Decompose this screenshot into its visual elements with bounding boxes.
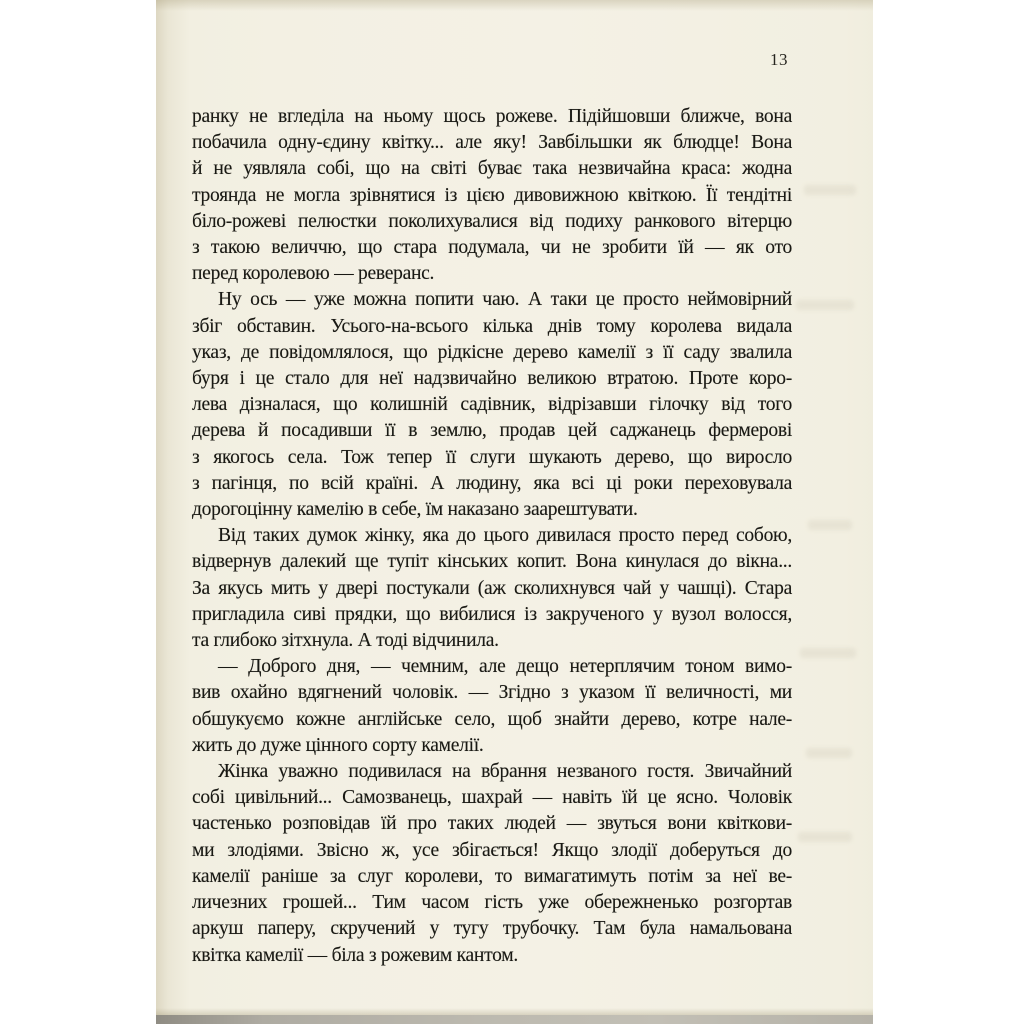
text-line: ми злодіями. Звісно ж, усе збігається! Якщо злодії доберуться до xyxy=(192,839,792,861)
text-line: Від таких думок жінку, яка до цього дивилася просто перед собою, xyxy=(218,525,792,547)
text-line: пригладила сиві прядки, що вибилися із закрученого у вузол волосся, xyxy=(192,603,792,625)
text-line: ранку не вгледіла на ньому щось рожеве. Підійшовши ближче, вона xyxy=(192,106,792,127)
text-line: й не уявляла собі, що на світі буває така незвичайна краса: жодна xyxy=(192,158,792,180)
text-line: дорогоцінну камелію в себе, їм наказано заарештувати. xyxy=(192,499,638,521)
page-top-edge-shadow xyxy=(156,0,873,11)
text-line: та глибоко зітхнула. А тоді відчинила. xyxy=(192,630,499,652)
text-line: буря і це стало для неї надзвичайно великою втратою. Проте коро- xyxy=(192,368,792,390)
text-line: лева дізналася, що колишній садівник, відрізавши гілочку від того xyxy=(192,394,792,416)
text-line: камелії раніше за слуг королеви, то вимагатимуть потім за неї ве- xyxy=(192,865,792,887)
text-block xyxy=(192,104,792,969)
book-page xyxy=(156,0,873,1024)
text-line: — Доброго дня, — чемним, але дещо нетерплячим тоном вимо- xyxy=(218,656,792,678)
page-number: 13 xyxy=(770,50,788,69)
text-line: з пагінця, по всій країні. А людину, яка всі ці роки переховувала xyxy=(192,472,792,494)
text-line: з якогось села. Тож тепер її слуги шукають дерево, що виросло xyxy=(192,446,792,468)
text-line: дерева й посадивши її в землю, продав цей саджанець фермерові xyxy=(192,420,792,442)
text-line: Жінка уважно подивилася на вбрання незваного гостя. Звичайний xyxy=(218,761,792,783)
text-line: указ, де повідомлялося, що рідкісне дерево камелії з її саду звалила xyxy=(192,341,792,363)
text-line: вив охайно вдягнений чоловік. — Згідно з указом її величності, ми xyxy=(192,682,792,704)
bottom-scan-band xyxy=(156,1015,873,1024)
text-line: квітка камелії — біла з рожевим кантом. xyxy=(192,944,518,966)
page-bottom-edge-shadow xyxy=(156,1008,873,1015)
text-line: троянда не могла зрівнятися із цією дивовижною квіткою. Її тендітні xyxy=(192,184,792,206)
bleed-through-smudge xyxy=(804,185,856,195)
bleed-through-smudge xyxy=(798,832,852,842)
text-line: частенько розповідав їй про таких людей — звуться вони квіткови- xyxy=(192,813,792,835)
text-line: собі цивільний... Самозванець, шахрай — навіть їй це ясно. Чоловік xyxy=(192,787,792,809)
text-line: жить до дуже цінного сорту камелії. xyxy=(192,734,484,756)
text-line: Ну ось — уже можна попити чаю. А таки це просто неймовірний xyxy=(218,289,792,311)
text-line: побачила одну-єдину квітку... але яку! Завбільшки як блюдце! Вона xyxy=(192,132,792,154)
text-line: За якусь мить у двері постукали (аж сколихнувся чай у чашці). Стара xyxy=(192,577,792,599)
text-line: перед королевою — реверанс. xyxy=(192,263,435,285)
text-line: аркуш паперу, скручений у тугу трубочку. Там була намальована xyxy=(192,918,792,940)
text-line: з такою величчю, що стара подумала, чи не зробити їй — як ото xyxy=(192,237,792,259)
bleed-through-smudge xyxy=(800,648,856,658)
text-line: біло-рожеві пелюстки поколихувалися від подиху ранкового вітерцю xyxy=(192,210,792,232)
bleed-through-smudge xyxy=(796,300,854,310)
text-line: відвернув далекий ще тупіт кінських копит. Вона кинулася до вікна... xyxy=(192,551,792,573)
bleed-through-smudge xyxy=(806,748,852,758)
text-line: збіг обставин. Усього-на-всього кілька днів тому королева видала xyxy=(192,315,792,337)
text-line: личезних грошей... Тим часом гість уже обережненько розгортав xyxy=(192,892,792,914)
text-line: обшукуємо кожне англійське село, щоб знайти дерево, котре нале- xyxy=(192,708,792,730)
bleed-through-smudge xyxy=(808,520,852,530)
